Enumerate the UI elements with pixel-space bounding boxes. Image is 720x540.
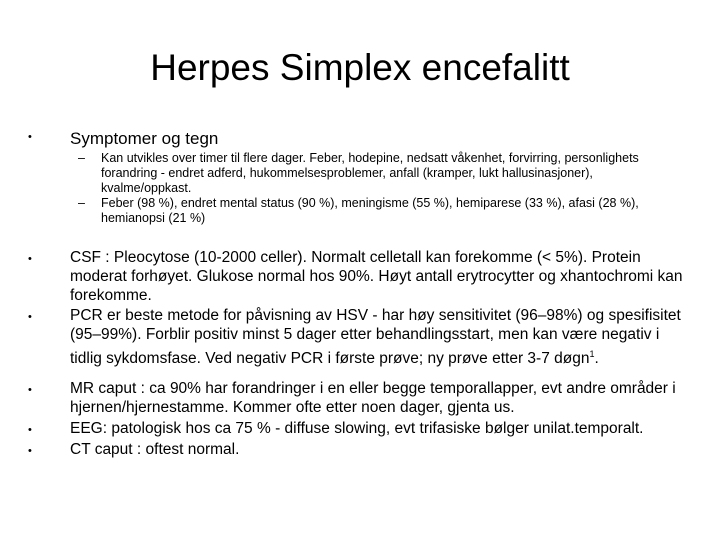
list-item (70, 441, 690, 460)
bullet: • (28, 131, 32, 143)
item-label: CT caput (70, 441, 133, 458)
item-label: CSF (70, 249, 101, 266)
symptoms-heading: Symptomer og tegn (70, 129, 219, 148)
item-text: : oftest normal. (132, 441, 240, 458)
bullet: • (28, 384, 32, 396)
sub-item: Kan utvikles over timer til flere dager. Feber, hodepine, nedsatt våkenhet, forvirring, personlighets forandring - endret adferd, hukommelsesproblemer, anfall (kramper, lukt hallusinasjoner), kvalme/oppkast. (101, 151, 639, 195)
item-text: : ca 90% har forandringer i en eller begge temporallapper, evt andre områder i hjernen/hjernestamme. Kommer ofte etter noen dager, gjenta us. (70, 380, 676, 416)
bullet: • (28, 424, 32, 436)
bullet: • (28, 311, 32, 323)
item-label: PCR (70, 307, 103, 324)
sub-item: Feber (98 %), endret mental status (90 %), meningisme (55 %), hemiparese (33 %), afasi (28 %), hemianopsi (21 %) (101, 196, 639, 225)
item-label: MR caput (70, 380, 137, 397)
dash-bullet: – (78, 151, 85, 165)
bullet: • (28, 253, 32, 265)
list-item (70, 249, 690, 305)
item-text-end: . (594, 349, 599, 367)
item-text: patologisk hos ca 75 % - diffuse slowing, evt trifasiske bølger unilat.temporalt. (107, 420, 644, 437)
slide-title: Herpes Simplex encefalitt (150, 47, 570, 88)
item-text: er beste metode for påvisning av HSV - har høy sensitivitet (96–98%) og spesifisitet (95–99%). Forblir positiv minst 5 dager etter behandlingsstart, men kan være negativ i tidlig sykdomsfase. Ved negativ PCR i første prøve; ny prøve etter 3-7 døgn (70, 307, 681, 367)
item-text: : Pleocytose (10-2000 celler). Normalt celletall kan forekomme (< 5%). Protein moderat forhøyet. Glukose normal hos 90%. Høyt antall erytrocytter og xhantochromi kan forekomme. (70, 249, 683, 304)
list-item (70, 420, 690, 439)
dash-bullet: – (78, 196, 85, 210)
item-label: EEG: (70, 420, 108, 437)
list-item (70, 380, 690, 418)
bullet: • (28, 445, 32, 457)
footnote-ref: 1 (589, 348, 595, 359)
list-item (70, 307, 690, 369)
